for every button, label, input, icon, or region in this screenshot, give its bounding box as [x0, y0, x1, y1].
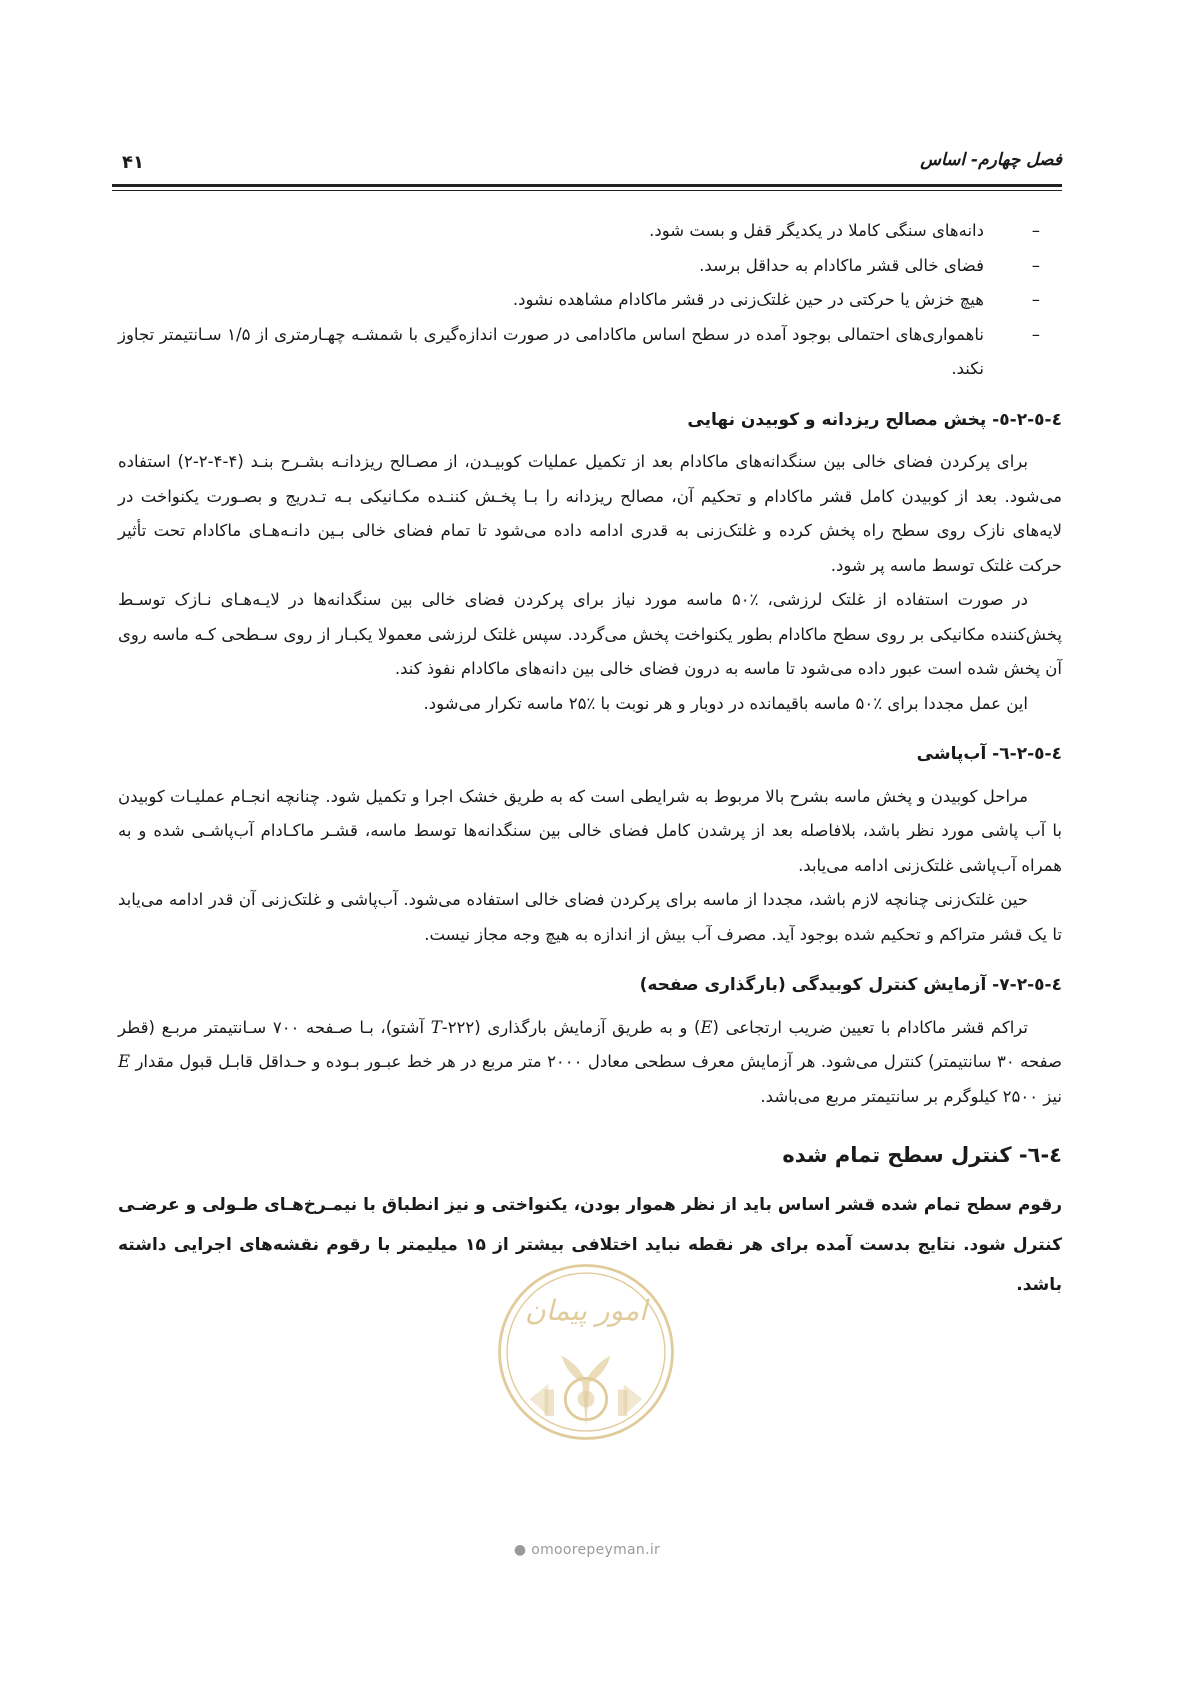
section-heading: ٤-٥-٢-٥- پخش مصالح ریزدانه و کوبیدن نهایی — [687, 409, 1062, 430]
list-item: – فضای خالی قشر ماکادام به حداقل برسد. — [118, 249, 1062, 284]
list-item: – ناهمواری‌های احتمالی بوجود آمده در سطح اساس ماکادامی در صورت اندازه‌گیری با شمشـه چهـارمتری از ۱/۵ سـانتیمتر تجاوز نکند. — [118, 318, 1062, 387]
paragraph: مراحل کوبیدن و پخش ماسه بشرح بالا مربوط به شرایطی است که به طریق خشک اجرا و تکمیل شود. چنانچه انجـام عملیـات کوبیدن با آب پاشی مورد نظر باشد، بلافاصله بعد از پرشدن کامل فضای خالی بین سنگدانه‌ها توسط ماسه، قشـر ماکـادام آب‌پاشـی شده و به همراه آب‌پاشی غلتک‌زنی ادامه می‌یابد. — [118, 786, 1062, 875]
list-item: – دانه‌های سنگی کاملا در یکدیگر قفل و بست شود. — [118, 214, 1062, 249]
paragraph: تراکم قشر ماکادام با تعیین ضریب ارتجاعی (E) و به طریق آزمایش بارگذاری (۲۲۲-T آشتو)، بـا صـفحه ۷۰۰ سـانتیمتر مربـع (قطر صفحه ۳۰ سانتیمتر) کنترل می‌شود. هر آزمایش معرف سطحی معادل ۲۰۰۰ متر مربع در هر خط عبـور بـوده و حـداقل قابـل قبول مقدار E نیز ۲۵۰۰ کیلوگرم بر سانتیمتر مربع می‌باشد. — [118, 1017, 1062, 1106]
page-header — [112, 150, 1062, 182]
paragraph: در صورت استفاده از غلتک لرزشی، ٪۵۰ ماسه مورد نیاز برای پرکردن فضای خالی بین سنگدانه‌ها در لایـه‌هـای نـازک توسـط پخش‌کننده مکانیکی بر روی سطح ماکادام بطور یکنواخت پخش می‌گردد. سپس غلتک لرزشی معمولا یکبـار از روی سـطحی کـه ماسه روی آن پخش شده است عبور داده می‌شود تا ماسه به درون فضای خالی بین دانه‌های ماکادام نفوذ کند. — [118, 590, 1062, 678]
symbol-t: T — [430, 1017, 442, 1037]
dash-bullet-icon: – — [1031, 221, 1040, 240]
paragraph: این عمل مجددا برای ٪۵۰ ماسه باقیمانده در دوبار و هر نوبت با ٪۲۵ ماسه تکرار می‌شود. — [423, 693, 1028, 713]
header-rule-thin — [112, 190, 1062, 191]
section-heading: ٤-٥-٢-٦- آب‌پاشی — [916, 744, 1062, 764]
header-rule-thick — [112, 184, 1062, 187]
watermark-seal-icon — [492, 1258, 680, 1446]
dash-bullet-icon: – — [1031, 290, 1040, 309]
dash-bullet-icon: – — [1031, 324, 1040, 344]
paragraph: حین غلتک‌زنی چنانچه لازم باشد، مجددا از ماسه برای پرکردن فضای خالی استفاده می‌شود. آب‌پاشی و غلتک‌زنی آن قدر ادامه می‌یابد تا یک قشر متراکم و تحکیم شده بوجود آید. مصرف آب بیش از اندازه به هیچ وجه مجاز نیست. — [118, 890, 1062, 944]
seal-text: امور پیمان — [525, 1294, 647, 1328]
symbol-e: E — [700, 1017, 713, 1037]
symbol-e: E — [118, 1052, 131, 1071]
section-heading-major: ٤-٦- کنترل سطح تمام شده — [782, 1143, 1062, 1167]
paragraph-bold: رقوم سطح تمام شده قشر اساس باید از نظر هموار بودن، یکنواختی و نیز انطباق با نیمـرخ‌هـای طـولی و عرضـی کنترل شود. نتایج بدست آمده برای هر نقطه نباید اختلافی بیشتر از ۱۵ میلیمتر با رقوم نقشه‌های اجرایی داشته باشد. — [118, 1194, 1062, 1295]
chapter-title: فصل چهارم- اساس — [920, 150, 1062, 170]
bullet-list — [118, 214, 1062, 387]
page-body — [118, 214, 1062, 1305]
section-heading: ٤-٥-٢-٧- آزمایش کنترل کوبیدگی (بارگذاری صفحه) — [639, 975, 1062, 995]
watermark-url: ● omoorepeyman.ir — [513, 1542, 661, 1558]
list-item: – هیچ خزش یا حرکتی در حین غلتک‌زنی در قشر ماکادام مشاهده نشود. — [118, 283, 1062, 318]
paragraph: برای پرکردن فضای خالی بین سنگدانه‌های ماکادام بعد از تکمیل عملیات کوبیـدن، از مصـالح ریزدانـه بشـرح بنـد (۴-۴-۲-۲) استفاده می‌شود. بعد از کوبیدن کامل قشر ماکادام و تحکیم آن، مصالح ریزدانه را بـا پخـش کننـده مکـانیکی بـه تـدریج و بصـورت یکنواخت در لایه‌های نازک روی سطح راه پخش کرده و غلتک‌زنی به قدری ادامه داده می‌شود تا تمام فضای خالی بـین دانـه‌هـای ماکادام تحت تأثیر حرکت غلتک توسط ماسه پر شود. — [118, 452, 1062, 575]
page-number: ۴۱ — [122, 152, 144, 173]
dash-bullet-icon: – — [1031, 255, 1040, 275]
